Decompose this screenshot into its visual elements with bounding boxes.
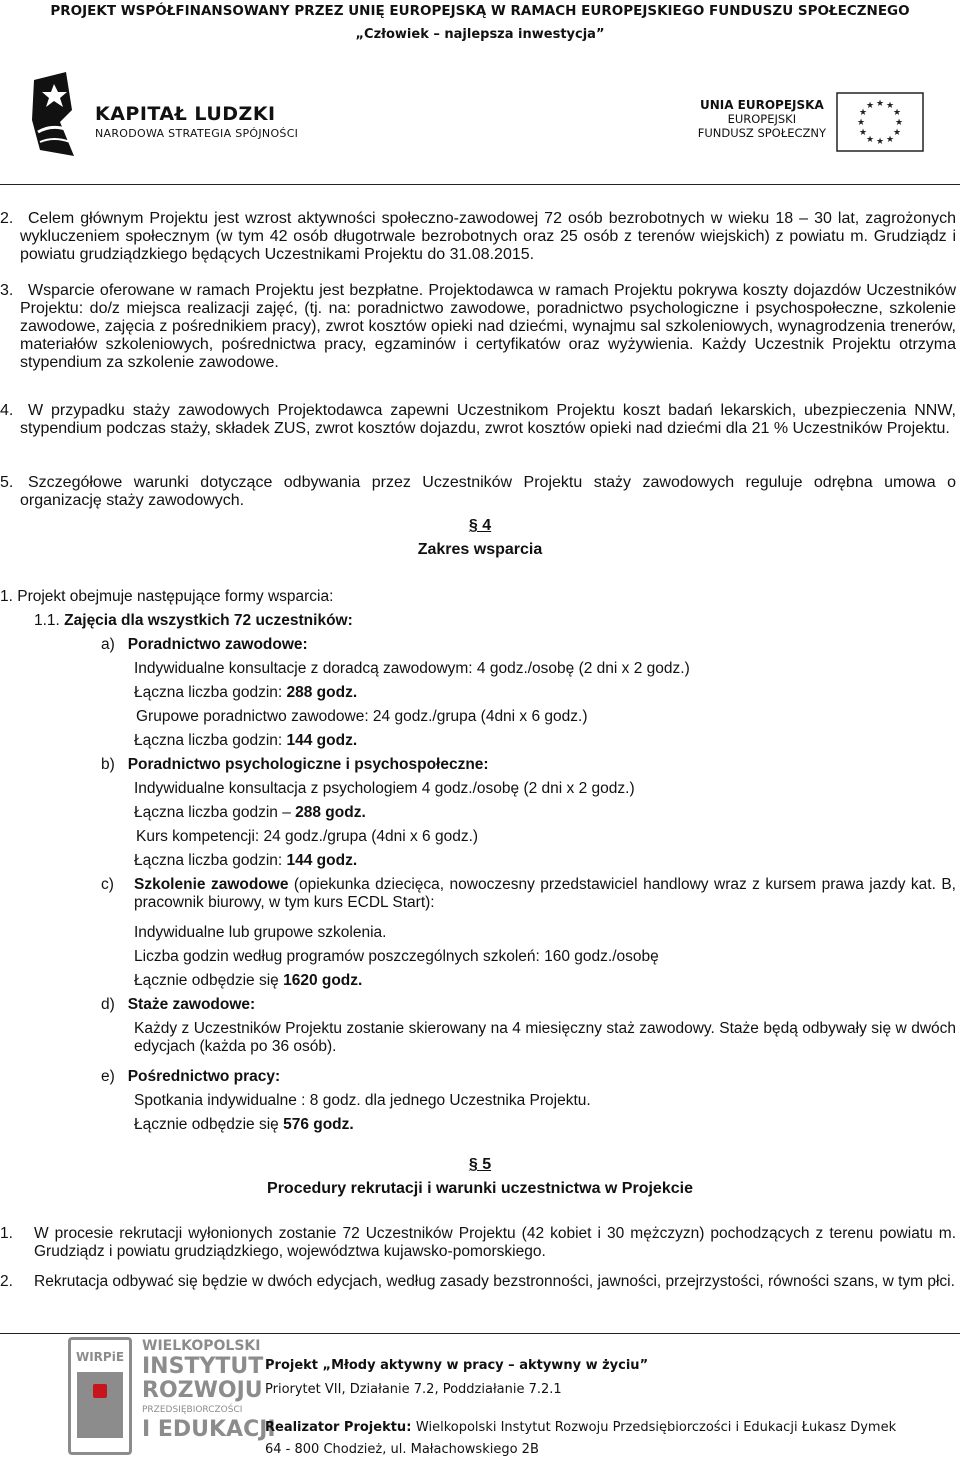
s4-c-line-3 xyxy=(134,972,362,990)
s4-c-line-2: Liczba godzin według programów poszczególnych szkoleń: 160 godz./osobę xyxy=(134,948,659,965)
section-5-title: Procedury rekrutacji i warunki uczestnictwa w Projekcie xyxy=(267,1180,693,1197)
svg-text:★: ★ xyxy=(856,118,866,128)
s4-point-1-1-number: 1.1. xyxy=(34,612,60,629)
item-2-number: 2. xyxy=(0,210,14,227)
s5-item-2-text: Rekrutacja odbywać się będzie w dwóch edycjach, według zasady bezstronności, jawności, przejrzystości, równości szans, w tym płci. xyxy=(34,1273,955,1290)
svg-text:★: ★ xyxy=(892,128,902,138)
footer-project-label: Projekt xyxy=(265,1358,323,1373)
s4-a-line-2-hours: 288 godz. xyxy=(286,684,358,701)
item-3-number: 3. xyxy=(0,282,14,299)
s4-d-line-1: Każdy z Uczestników Projektu zostanie skierowany na 4 miesięczny staż zawodowy. Staże będą odbywały się w dwóch edycjach (każda po 36 osób). xyxy=(134,1020,956,1055)
s4-c-line-3-hours: 1620 godz. xyxy=(283,972,363,989)
s4-e-title: Pośrednictwo pracy: xyxy=(127,1068,281,1085)
kl-subtitle: NARODOWA STRATEGIA SPÓJNOŚCI xyxy=(95,127,299,140)
eu-wordmark xyxy=(698,98,826,140)
footer-realizator-label: Realizator Projektu: xyxy=(265,1420,416,1435)
item-3-stipend: Każdy Uczestnik Projektu otrzyma stypendium za szkolenie zawodowe. xyxy=(20,336,956,371)
footer-divider xyxy=(0,1333,960,1334)
wirpie-line-4: PRZEDSIĘBIORCZOŚCI xyxy=(142,1405,243,1415)
s4-e-line-2-hours: 576 godz. xyxy=(283,1116,354,1133)
wirpie-wordmark xyxy=(142,1339,276,1441)
wirpie-line-1: WIELKOPOLSKI xyxy=(142,1338,261,1354)
s4-a-line-2-text: Łączna liczba godzin: xyxy=(134,684,287,701)
wirpie-badge-mark xyxy=(93,1384,107,1398)
s4-a-line-3: Grupowe poradnictwo zawodowe: 24 godz./grupa (4dni x 6 godz.) xyxy=(136,708,588,725)
footer-realizator-name: Wielkopolski Instytut Rozwoju Przedsiębiorczości i Edukacji Łukasz Dymek xyxy=(415,1420,897,1435)
s4-c-line-1: Indywidualne lub grupowe szkolenia. xyxy=(134,924,387,941)
section-4-title: Zakres wsparcia xyxy=(417,541,543,558)
item-4-number: 4. xyxy=(0,402,14,419)
item-4 xyxy=(0,402,956,438)
s4-b-label: b) xyxy=(101,756,115,773)
item-2-text: Celem głównym Projektu jest wzrost aktywności społeczno-zawodowej 72 osób bezrobotnych w wieku 18 – 30 lat, zagrożonych wykluczeniem społecznym (w tym 42 osób długotrwale bezrobotnych oraz 25 osób z terenów wiejskich) z powiatu m. Grudziądz i powiatu grudziądzkiego będących Uczestnikami Projektu do 31.08.2015. xyxy=(20,210,956,263)
svg-text:★: ★ xyxy=(858,108,868,118)
eu-line-3: FUNDUSZ SPOŁECZNY xyxy=(697,126,826,140)
s5-item-2 xyxy=(0,1273,956,1291)
s4-e-line-1: Spotkania indywidualne : 8 godz. dla jednego Uczestnika Projektu. xyxy=(134,1092,591,1109)
svg-text:★: ★ xyxy=(875,137,885,147)
s4-b-line-1: Indywidualne konsultacja z psychologiem 4 godz./osobę (2 dni x 2 godz.) xyxy=(134,780,635,797)
wirpie-badge-shape xyxy=(77,1372,123,1438)
s4-e-line-2-text: Łącznie odbędzie się xyxy=(134,1116,284,1133)
s4-c-title: Szkolenie zawodowe xyxy=(134,876,289,893)
s4-d-heading xyxy=(101,996,255,1014)
s5-item-2-number: 2. xyxy=(0,1273,13,1290)
kapital-ludzki-logo-icon xyxy=(30,70,90,160)
s4-a-line-1: Indywidualne konsultacje z doradcą zawodowym: 4 godz./osobę (2 dni x 2 godz.) xyxy=(134,660,690,677)
svg-text:★: ★ xyxy=(894,118,904,128)
s5-item-1-number: 1. xyxy=(0,1225,13,1242)
wirpie-line-3: ROZWOJU xyxy=(142,1378,263,1403)
s5-item-1 xyxy=(0,1225,956,1261)
s4-point-1: 1. Projekt obejmuje następujące formy wsparcia: xyxy=(0,588,334,605)
item-3 xyxy=(0,282,956,372)
svg-text:★: ★ xyxy=(885,101,895,111)
item-4-text: W przypadku staży zawodowych Projektodawca zapewni Uczestnikom Projektu koszt badań lekarskich, ubezpieczenia NNW, stypendium podczas staży, składek ZUS, zwrot kosztów dojazdu, zwrot kosztów opieki nad dziećmi dla 21 % Uczestników Projektu. xyxy=(20,402,956,437)
s4-b-line-4-hours: 144 godz. xyxy=(286,852,358,869)
s4-b-line-4 xyxy=(134,852,357,870)
footer-realizator xyxy=(265,1420,896,1435)
wirpie-line-5: I EDUKACJI xyxy=(142,1417,276,1442)
footer-priority: Priorytet VII, Działanie 7.2, Poddziałanie 7.2.1 xyxy=(265,1382,562,1397)
s4-b-line-2-hours: 288 godz. xyxy=(295,804,366,821)
svg-text:★: ★ xyxy=(875,99,885,109)
s4-a-label: a) xyxy=(101,636,115,653)
s4-point-1-1-text: Zajęcia dla wszystkich 72 uczestników: xyxy=(64,612,353,629)
s4-b-line-2 xyxy=(134,804,366,822)
svg-text:★: ★ xyxy=(858,128,868,138)
eu-flag-icon xyxy=(836,92,924,152)
svg-text:★: ★ xyxy=(885,135,895,145)
s5-item-1-text: W procesie rekrutacji wyłonionych zostanie 72 Uczestników Projektu (42 kobiet i 30 mężczyzn) pochodzących z terenu powiatu m. Grudziądz i powiatu grudziądzkiego, województwa kujawsko-pomorskiego. xyxy=(34,1225,956,1260)
s4-a-line-4 xyxy=(134,732,357,750)
header-line-1: PROJEKT WSPÓŁFINANSOWANY PRZEZ UNIĘ EUROPEJSKĄ W RAMACH EUROPEJSKIEGO FUNDUSZU SPOŁECZNEGO xyxy=(50,3,910,19)
kl-title: KAPITAŁ LUDZKI xyxy=(95,103,276,125)
s4-a-line-4-text: Łączna liczba godzin: xyxy=(134,732,287,749)
s4-a-heading xyxy=(101,636,308,654)
eu-line-1: UNIA EUROPEJSKA xyxy=(699,98,824,112)
s4-c-label: c) xyxy=(101,876,114,893)
item-5 xyxy=(0,474,956,510)
footer-address: 64 - 800 Chodzież, ul. Małachowskiego 2B xyxy=(265,1442,539,1457)
item-5-text: Szczegółowe warunki dotyczące odbywania przez Uczestników Projektu staży zawodowych reguluje odrębna umowa o organizację staży zawodowych. xyxy=(20,474,956,509)
item-2 xyxy=(0,210,956,264)
s4-c-text xyxy=(134,876,956,912)
s4-b-title: Poradnictwo psychologiczne i psychospołeczne: xyxy=(127,756,489,773)
wirpie-badge xyxy=(68,1337,132,1455)
item-5-number: 5. xyxy=(0,474,14,491)
s4-b-line-4-text: Łączna liczba godzin: xyxy=(134,852,287,869)
header-divider xyxy=(0,184,960,185)
s4-c-line-3-text: Łącznie odbędzie się xyxy=(134,972,284,989)
section-4-number: § 4 xyxy=(468,517,492,534)
footer-project xyxy=(265,1358,648,1373)
s4-b-line-2-text: Łączna liczba godzin – xyxy=(134,804,296,821)
svg-text:★: ★ xyxy=(892,108,902,118)
footer-project-name: „Młody aktywny w pracy – aktywny w życiu” xyxy=(322,1358,649,1373)
eu-line-2: EUROPEJSKI xyxy=(727,112,797,126)
kapital-ludzki-wordmark xyxy=(95,103,298,140)
section-5-number: § 5 xyxy=(468,1156,492,1173)
header-line-2: „Człowiek – najlepsza inwestycja” xyxy=(355,27,605,42)
s4-b-heading xyxy=(101,756,489,774)
s4-d-label: d) xyxy=(101,996,115,1013)
svg-text:★: ★ xyxy=(865,101,875,111)
s4-e-label: e) xyxy=(101,1068,115,1085)
s4-point-1-1 xyxy=(34,612,353,630)
s4-e-heading xyxy=(101,1068,280,1086)
wirpie-badge-text: WIRPiE xyxy=(75,1350,125,1364)
svg-text:★: ★ xyxy=(865,135,875,145)
s4-c-desc: (opiekunka dziecięca, nowoczesny przedstawiciel handlowy wraz z kursem prawa jazdy kat. B, pracownik biurowy, w tym kurs ECDL Start): xyxy=(134,876,956,911)
item-3-text: Wsparcie oferowane w ramach Projektu jest bezpłatne. Projektodawca w ramach Projektu pokrywa koszty dojazdów Uczestników Projektu: do/z miejsca realizacji zajęć, (tj. na: poradnictwo zawodowe, poradnictwo psychologiczne i psychospołeczne, szkolenie zawodowe, zajęcia z pośrednikiem pracy), zwrot kosztów opieki nad dziećmi, wynajmu sal szkoleniowych, wynagrodzenia trenerów, materiałów szkoleniowych, pośrednictwa pracy, egzaminów i certyfikatów oraz wyżywienia. xyxy=(20,282,956,353)
s4-d-title: Staże zawodowe: xyxy=(127,996,256,1013)
s4-a-line-2 xyxy=(134,684,357,702)
s4-e-line-2 xyxy=(134,1116,354,1134)
s4-a-line-4-hours: 144 godz. xyxy=(286,732,358,749)
s4-b-line-3: Kurs kompetencji: 24 godz./grupa (4dni x 6 godz.) xyxy=(136,828,479,845)
wirpie-line-2: INSTYTUT xyxy=(142,1354,264,1379)
s4-a-title: Poradnictwo zawodowe: xyxy=(127,636,308,653)
